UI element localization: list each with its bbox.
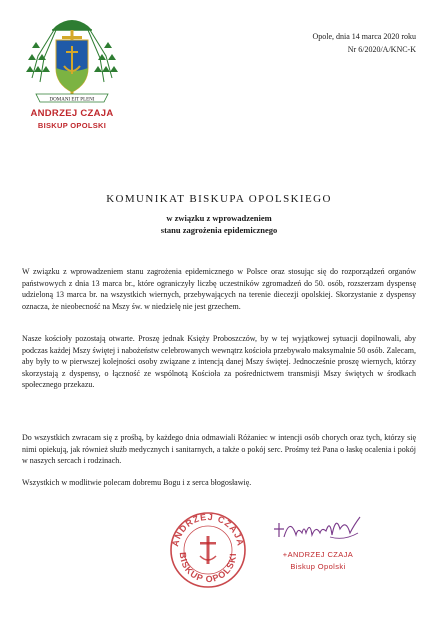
- bishop-name: ANDRZEJ CZAJA: [30, 108, 114, 119]
- official-stamp-icon: [168, 510, 248, 590]
- signer-title: Biskup Opolski: [290, 562, 346, 571]
- signer-name: +ANDRZEJ CZAJA: [282, 550, 354, 559]
- body-paragraph-3: Do wszystkich zwracam się z prośbą, by każdego dnia odmawiali Różaniec w intencji osób chorych oraz tych, którzy się nimi opiekują, jak również służb medycznych i sanitarnych, a także o pokój serc. Prośmy też Pana o łaskę ocalenia i pokój w naszych sercach i rodzinach.: [22, 433, 416, 466]
- document-subtitle-line2: stanu zagrożenia epidemicznego: [160, 225, 278, 235]
- document-number: Nr 6/2020/A/KNC-K: [347, 45, 416, 54]
- document-subtitle-line1: w związku z wprowadzeniem: [166, 213, 272, 223]
- svg-text:DOMANI EIT PLENI: DOMANI EIT PLENI: [49, 97, 95, 103]
- svg-text:BISKUP OPOLSKI: BISKUP OPOLSKI: [177, 551, 239, 585]
- bishop-title: BISKUP OPOLSKI: [37, 121, 107, 130]
- place-date: Opole, dnia 14 marca 2020 roku: [312, 32, 416, 41]
- body-paragraph-4: Wszystkich w modlitwie polecam dobremu Bogu i z serca błogosławię.: [22, 478, 252, 487]
- coat-of-arms-icon: [26, 12, 118, 108]
- svg-text:ANDRZEJ CZAJA: ANDRZEJ CZAJA: [170, 511, 246, 548]
- body-paragraph-2: Nasze kościoły pozostają otwarte. Proszę jednak Księży Proboszczów, by w tej wyjątkowej sytuacji dopilnowali, aby podczas każdej Mszy świętej i nabożeństw celebrowanych wewnątrz kościoła przebywało maksymalnie 50 osób. Zalecam, aby były to w pierwszej kolejności osoby związane z intencją danej Mszy świętej. Jednocześnie proszę wiernych, którzy skorzystają z dyspensy, o łączność ze wspólnotą Kościoła za pośrednictwem transmisji Mszy świętych w środkach społecznego przekazu.: [22, 334, 416, 390]
- handwritten-signature: [270, 511, 366, 545]
- body-paragraph-1: W związku z wprowadzeniem stanu zagrożenia epidemicznego w Polsce oraz stosując się do rozporządzeń organów państwowych z dnia 13 marca br., które ograniczyły liczbę uczestników zgromadzeń do 50. osób, rozszerzam dyspensę udzieloną 13 marca br. na wszystkich wiernych, przebywających na terenie diecezji opolskiej. Skorzystanie z dyspensy oznacza, że nieobecność na Mszy św. w niedzielę nie jest grzechem.: [22, 267, 416, 311]
- document-title: KOMUNIKAT BISKUPA OPOLSKIEGO: [106, 193, 332, 205]
